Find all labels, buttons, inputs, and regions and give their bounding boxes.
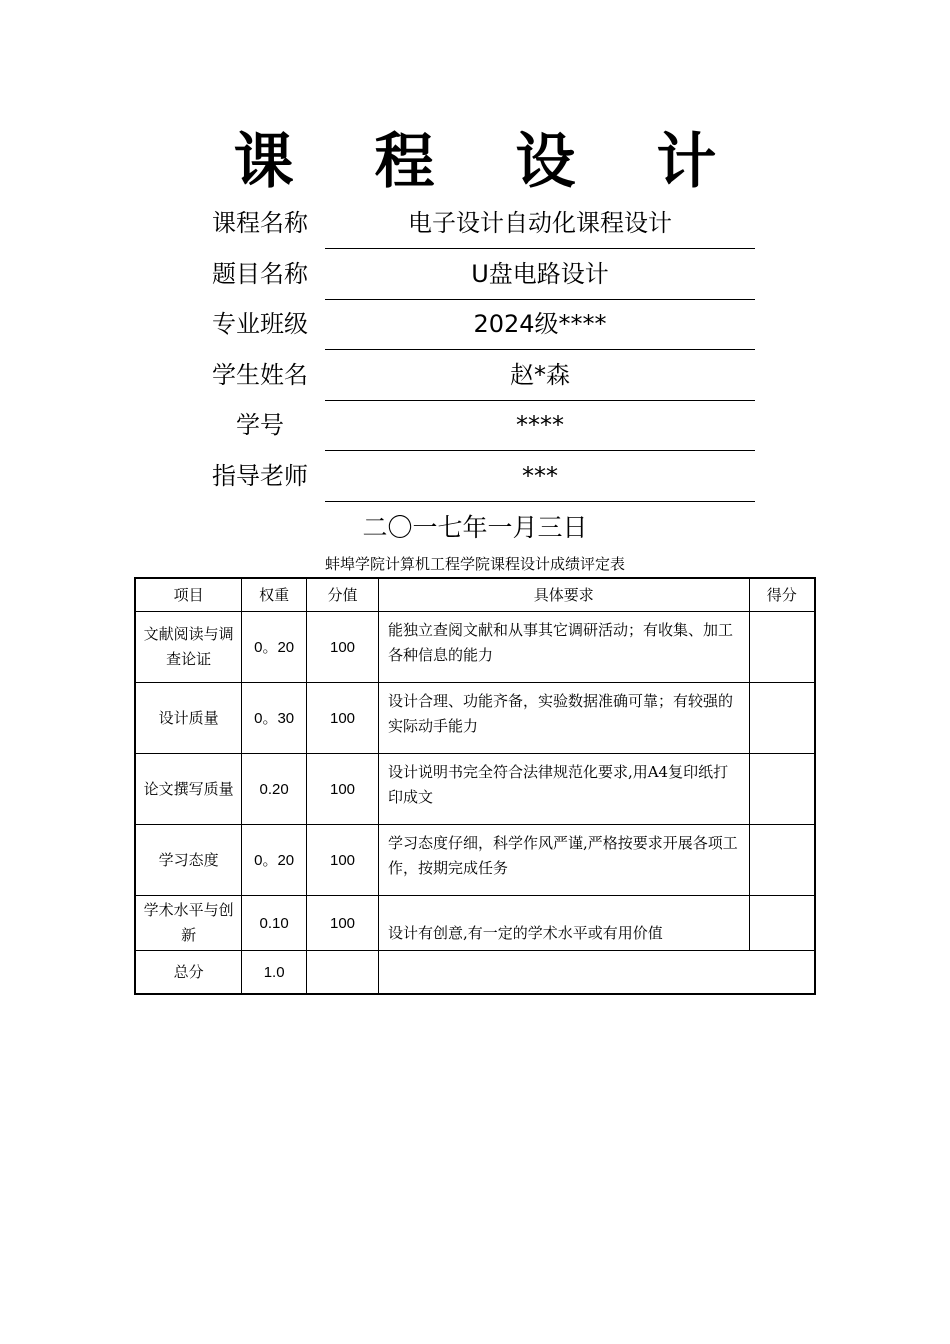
row-requirement: 设计合理、功能齐备，实验数据准确可靠；有较强的实际动手能力 bbox=[378, 683, 749, 754]
info-row-topic-name bbox=[200, 251, 755, 301]
row-item: 学术水平与创新 bbox=[135, 896, 242, 951]
table-header-row bbox=[135, 578, 815, 612]
table-row bbox=[135, 612, 815, 683]
row-weight: 0。20 bbox=[242, 825, 307, 896]
course-name-label: 课程名称 bbox=[212, 209, 308, 237]
table-total-row bbox=[135, 951, 815, 995]
row-result bbox=[749, 754, 815, 825]
topic-name-label: 题目名称 bbox=[212, 260, 308, 288]
info-row-student-id bbox=[200, 402, 755, 452]
header-requirement: 具体要求 bbox=[378, 578, 749, 612]
student-name-value: 赵*森 bbox=[325, 352, 755, 401]
table-row bbox=[135, 825, 815, 896]
header-score: 分值 bbox=[307, 578, 379, 612]
table-row bbox=[135, 754, 815, 825]
table-row bbox=[135, 896, 815, 951]
total-label: 总分 bbox=[135, 951, 242, 995]
row-item: 学习态度 bbox=[135, 825, 242, 896]
row-requirement: 设计说明书完全符合法律规范化要求,用A4复印纸打印成文 bbox=[378, 754, 749, 825]
row-weight: 0.10 bbox=[242, 896, 307, 951]
row-score: 100 bbox=[307, 683, 379, 754]
row-result bbox=[749, 896, 815, 951]
row-item: 论文撰写质量 bbox=[135, 754, 242, 825]
table-row bbox=[135, 683, 815, 754]
row-weight: 0。20 bbox=[242, 612, 307, 683]
student-id-value: **** bbox=[325, 402, 755, 451]
grade-table bbox=[134, 577, 816, 995]
student-id-label: 学号 bbox=[236, 411, 284, 439]
info-row-student-name bbox=[200, 352, 755, 402]
student-name-label: 学生姓名 bbox=[212, 361, 308, 389]
date-line: 二〇一七年一月三日 bbox=[362, 513, 588, 542]
advisor-label: 指导老师 bbox=[212, 462, 308, 490]
row-result bbox=[749, 825, 815, 896]
header-item: 项目 bbox=[135, 578, 242, 612]
row-requirement: 学习态度仔细，科学作风严谨,严格按要求开展各项工作，按期完成任务 bbox=[378, 825, 749, 896]
row-requirement: 能独立查阅文献和从事其它调研活动；有收集、加工各种信息的能力 bbox=[378, 612, 749, 683]
row-requirement: 设计有创意,有一定的学术水平或有用价值 bbox=[378, 896, 749, 951]
row-weight: 0.20 bbox=[242, 754, 307, 825]
row-item: 文献阅读与调查论证 bbox=[135, 612, 242, 683]
row-weight: 0。30 bbox=[242, 683, 307, 754]
total-score bbox=[307, 951, 379, 995]
info-row-advisor bbox=[200, 453, 755, 503]
row-score: 100 bbox=[307, 754, 379, 825]
topic-name-value: U盘电路设计 bbox=[325, 251, 755, 300]
info-row-class bbox=[200, 301, 755, 351]
row-result bbox=[749, 683, 815, 754]
course-name-value: 电子设计自动化课程设计 bbox=[325, 200, 755, 249]
class-label: 专业班级 bbox=[212, 310, 308, 338]
row-score: 100 bbox=[307, 896, 379, 951]
row-score: 100 bbox=[307, 825, 379, 896]
total-requirement bbox=[378, 951, 815, 995]
class-value: 2024级**** bbox=[325, 301, 755, 350]
total-weight: 1.0 bbox=[242, 951, 307, 995]
advisor-value: *** bbox=[325, 453, 755, 502]
row-item: 设计质量 bbox=[135, 683, 242, 754]
page-title: 课 程 设 计 bbox=[233, 127, 747, 197]
header-result: 得分 bbox=[749, 578, 815, 612]
header-weight: 权重 bbox=[242, 578, 307, 612]
table-caption: 蚌埠学院计算机工程学院课程设计成绩评定表 bbox=[324, 555, 625, 573]
row-result bbox=[749, 612, 815, 683]
row-score: 100 bbox=[307, 612, 379, 683]
info-row-course-name bbox=[200, 200, 755, 250]
